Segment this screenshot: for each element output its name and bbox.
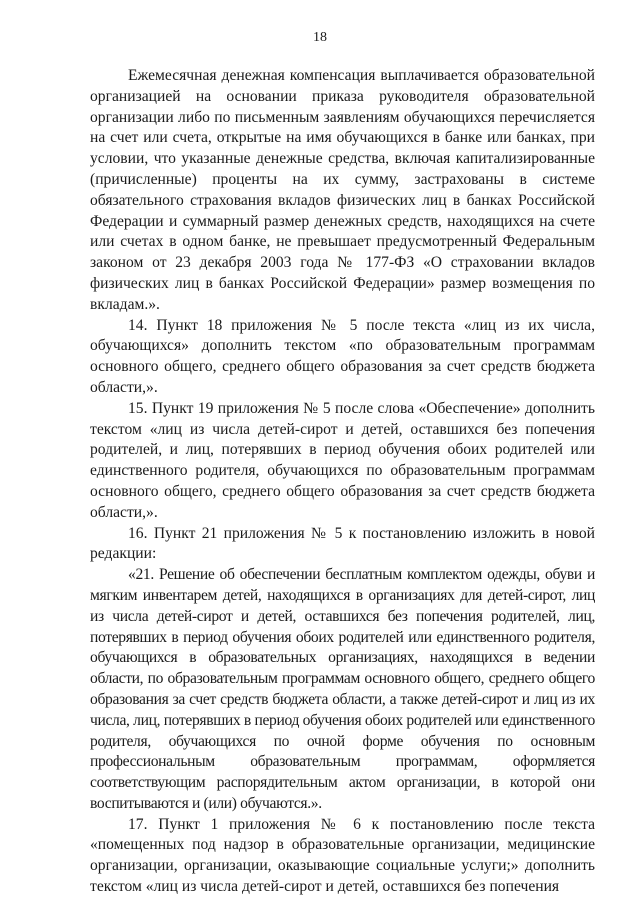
paragraph-item-16: 16. Пункт 21 приложения № 5 к постановлению изложить в новой редакции: xyxy=(90,524,595,563)
page-number: 18 xyxy=(313,30,327,45)
paragraph-item-21-new-edition: «21. Решение об обеспечении бесплатным комплектом одежды, обуви и мягким инвентарем детей, находящихся в организациях для детей-сирот, лиц из числа детей-сирот и детей, оставшихся без попечения родителей, лиц, потерявших в период обучения обоих родителей или единственного родителя, обучающихся в образовательных организациях, находящихся в ведении области, по образовательным программам основного общего, среднего общего образования за счет средств бюджета области, а также детей-сирот и лиц из их числа, лиц, потерявших в период обучения обоих родителей или единственного родителя, обучающихся по очной форме обучения по основным профессиональным образовательным программам, оформляется соответствующим распорядительным актом организации, в которой они воспитываются и (или) обучаются.». xyxy=(90,566,595,812)
paragraph-compensation: Ежемесячная денежная компенсация выплачивается образовательной организацией на основании приказа руководителя образовательной организации либо по письменным заявлениям обучающихся перечисляется на счет или счета, открытые на имя обучающихся в банке или банках, при условии, что указанные денежные средства, включая капитализированные (причисленные) проценты на их сумму, застрахованы в системе обязательного страхования вкладов физических лиц в банках Российской Федерации и суммарный размер денежных средств, находящихся на счете или счетах в одном банке, не превышает предусмотренный Федеральным законом от 23 декабря 2003 года № 177-ФЗ «О страховании вкладов физических лиц в банках Российской Федерации» размер возмещения по вкладам.». xyxy=(90,67,595,313)
paragraph-item-14: 14. Пункт 18 приложения № 5 после текста «лиц из их числа, обучающихся» дополнить текстом «по образовательным программам основного общего, среднего общего образования за счет средств бюджета области,». xyxy=(90,316,595,396)
paragraph-item-15: 15. Пункт 19 приложения № 5 после слова «Обеспечение» дополнить текстом «лиц из числа детей-сирот и детей, оставшихся без попечения родителей, и лиц, потерявших в период обучения обоих родителей или единственного родителя, обучающихся по образовательным программам основного общего, среднего общего образования за счет средств бюджета области,». xyxy=(90,399,595,521)
document-body xyxy=(90,66,595,898)
paragraph-item-17: 17. Пункт 1 приложения № 6 к постановлению после текста «помещенных под надзор в образовательные организации, медицинские организации, организации, оказывающие социальные услуги;» дополнить текстом «лиц из числа детей-сирот и детей, оставшихся без попечения xyxy=(90,815,595,896)
